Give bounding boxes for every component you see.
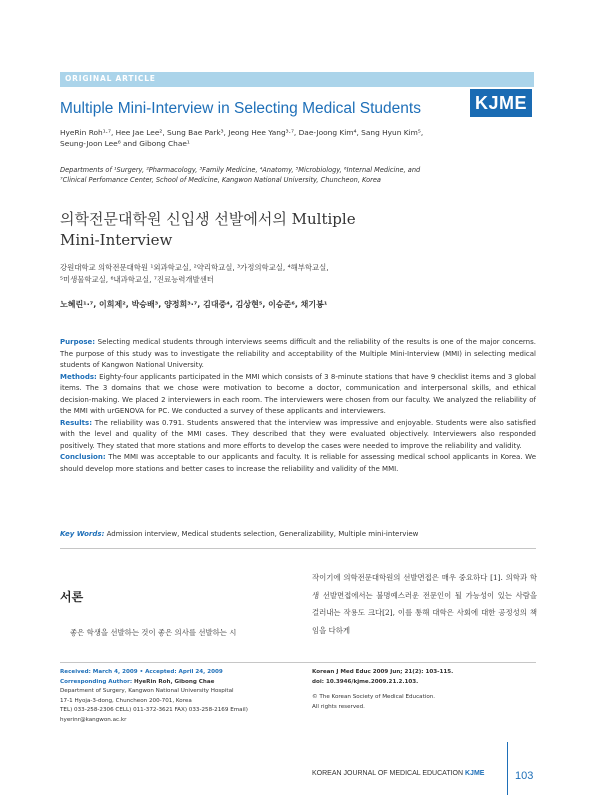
section-label: ORIGINAL ARTICLE: [65, 74, 156, 83]
keywords-text: Admission interview, Medical students selection, Generalizability, Multiple mini-interview: [104, 530, 419, 538]
abstract-purpose: [60, 337, 536, 372]
copyright: © The Korean Society of Medical Education.: [312, 694, 436, 701]
body-text-right: 작이기에 의학전문대학원의 선발면접은 매우 중요하다 [1]. 의학과 학생 선발면접에서는 불명예스러운 전문인이 될 가능성이 있는 사람을 걸러내는 작용도 크다[2], 이를 통해 대학은 사회에 대한 공정성의 책임을 다하게: [312, 573, 537, 635]
dept-line: Department of Surgery, Kangwon National University Hospital: [60, 688, 234, 695]
abstract-conclusion: [60, 452, 536, 475]
title-kr-line: 의학전문대학원 신입생 선발에서의 Multiple: [60, 210, 356, 228]
purpose-text: Selecting medical students through interviews seems difficult and the reliability of the results is one of the major concerns. The purpose of this study was to investigate the reliability and acceptability of the Multiple Mini-Interview (MMI) in selecting medical students of Kangwon National University.: [60, 338, 536, 369]
contact-line: TEL) 033-258-2306 CELL) 011-372-3621 FAX) 033-258-2169 Email) hyerinr@kangwon.ac.kr: [60, 707, 248, 723]
article-title-kr: [60, 209, 460, 251]
title-kr-line: Mini-Interview: [60, 231, 173, 249]
footnote-left: [60, 668, 300, 726]
keywords-label: Key Words:: [60, 530, 105, 538]
doi: doi: 10.3946/kjme.2009.21.2.103.: [312, 678, 419, 685]
page-number: 103: [515, 770, 534, 782]
footnote-right: [312, 668, 537, 712]
footer-journal: [312, 770, 484, 777]
received-dates: Received: March 4, 2009 • Accepted: April 24, 2009: [60, 669, 223, 675]
abstract-methods: [60, 372, 536, 418]
authors-en-line: HyeRin Roh¹·⁷, Hee Jae Lee², Sung Bae Park³, Jeong Hee Yang³·⁷, Dae-Joong Kim⁴, Sang Hyun Kim⁵,: [60, 128, 424, 137]
footnote-divider: [60, 662, 536, 663]
departments-line: Departments of ¹Surgery, ²Pharmacology, ³Family Medicine, ⁴Anatomy, ⁵Microbiology, ⁶Internal Medicine, and: [60, 166, 421, 174]
address-line: 17-1 Hyoja-3-dong, Chuncheon 200-701, Korea: [60, 697, 192, 704]
results-label: Results:: [60, 418, 92, 427]
article-title-en: Multiple Mini-Interview in Selecting Medical Students: [60, 100, 421, 117]
authors-en-line: Seung-Joon Lee⁶ and Gibong Chae¹: [60, 139, 190, 148]
authors-kr: 노혜린¹·⁷, 이희제², 박승배³, 양정희³·⁷, 김대중⁴, 김상현⁵, 이승준⁶, 채기봉¹: [60, 300, 328, 309]
footer-journal-name: KOREAN JOURNAL OF MEDICAL EDUCATION: [312, 770, 464, 777]
rights: All rights reserved.: [312, 703, 365, 710]
affil-kr-line: ⁵미생물학교실, ⁶내과학교실, ⁷진료능력개발센터: [60, 275, 214, 284]
journal-logo: KJME: [470, 89, 532, 117]
keywords: [60, 530, 536, 538]
citation: Korean J Med Educ 2009 Jun; 21(2): 103-115.: [312, 669, 454, 675]
corresponding-name: HyeRin Roh, Gibong Chae: [132, 678, 215, 685]
section-heading: 서론: [60, 590, 84, 604]
conclusion-label: Conclusion:: [60, 453, 106, 461]
affiliation-kr: [60, 262, 440, 286]
departments-line: ⁷Clinical Perfomance Center, School of Medicine, Kangwon National University, Chuncheon, Korea: [60, 176, 381, 184]
abstract-results: [60, 418, 536, 453]
corresponding-author: [60, 678, 300, 688]
affil-kr-line: 강원대학교 의학전문대학원 ¹외과학교실, ²약리학교실, ³가정의학교실, ⁴해부학교실,: [60, 263, 329, 272]
authors-en: [60, 127, 480, 149]
abstract: [60, 337, 536, 475]
body-text-left: 좋은 학생을 선발하는 것이 좋은 의사를 선발하는 시: [70, 628, 237, 637]
conclusion-text: The MMI was acceptable to our applicants and faculty. It is reliable for assessing medical school applicants in Korea. We should develop more stations and better cases to increase the reliability and validity of the MMI.: [60, 453, 536, 473]
purpose-label: Purpose:: [60, 338, 96, 346]
section-label-band: [60, 72, 534, 87]
results-text: The reliability was 0.791. Students answered that the interview was impressive and enjoyable. Students were also satisfied with the level and quality of the MMI cases. They described that they were evaluated objectively. Interviewers also responded positively. They stated that more stations and more efforts to develop the cases were needed to improve the reliability and validity.: [60, 418, 536, 450]
corresponding-label: Corresponding Author:: [60, 678, 133, 685]
footer-divider: [507, 742, 508, 795]
departments-en: [60, 165, 500, 185]
methods-label: Methods:: [60, 372, 97, 381]
methods-text: Eighty-four applicants participated in the MMI which consists of 3 8-minute stations that have 9 checklist items and 3 global items. The 3 domains that we chose were motivation to become a doctor, communication and interpersonal skills, and ethical decision-making. We placed 2 interviewers in each room. The interviewers were chosen from our faculty. We analyzed the reliability of the MMI with urGENOVA for PC. We conducted a survey of these applicants and interviewers.: [60, 372, 536, 415]
divider: [60, 548, 536, 549]
footer-journal-abbrev: KJME: [465, 770, 485, 777]
